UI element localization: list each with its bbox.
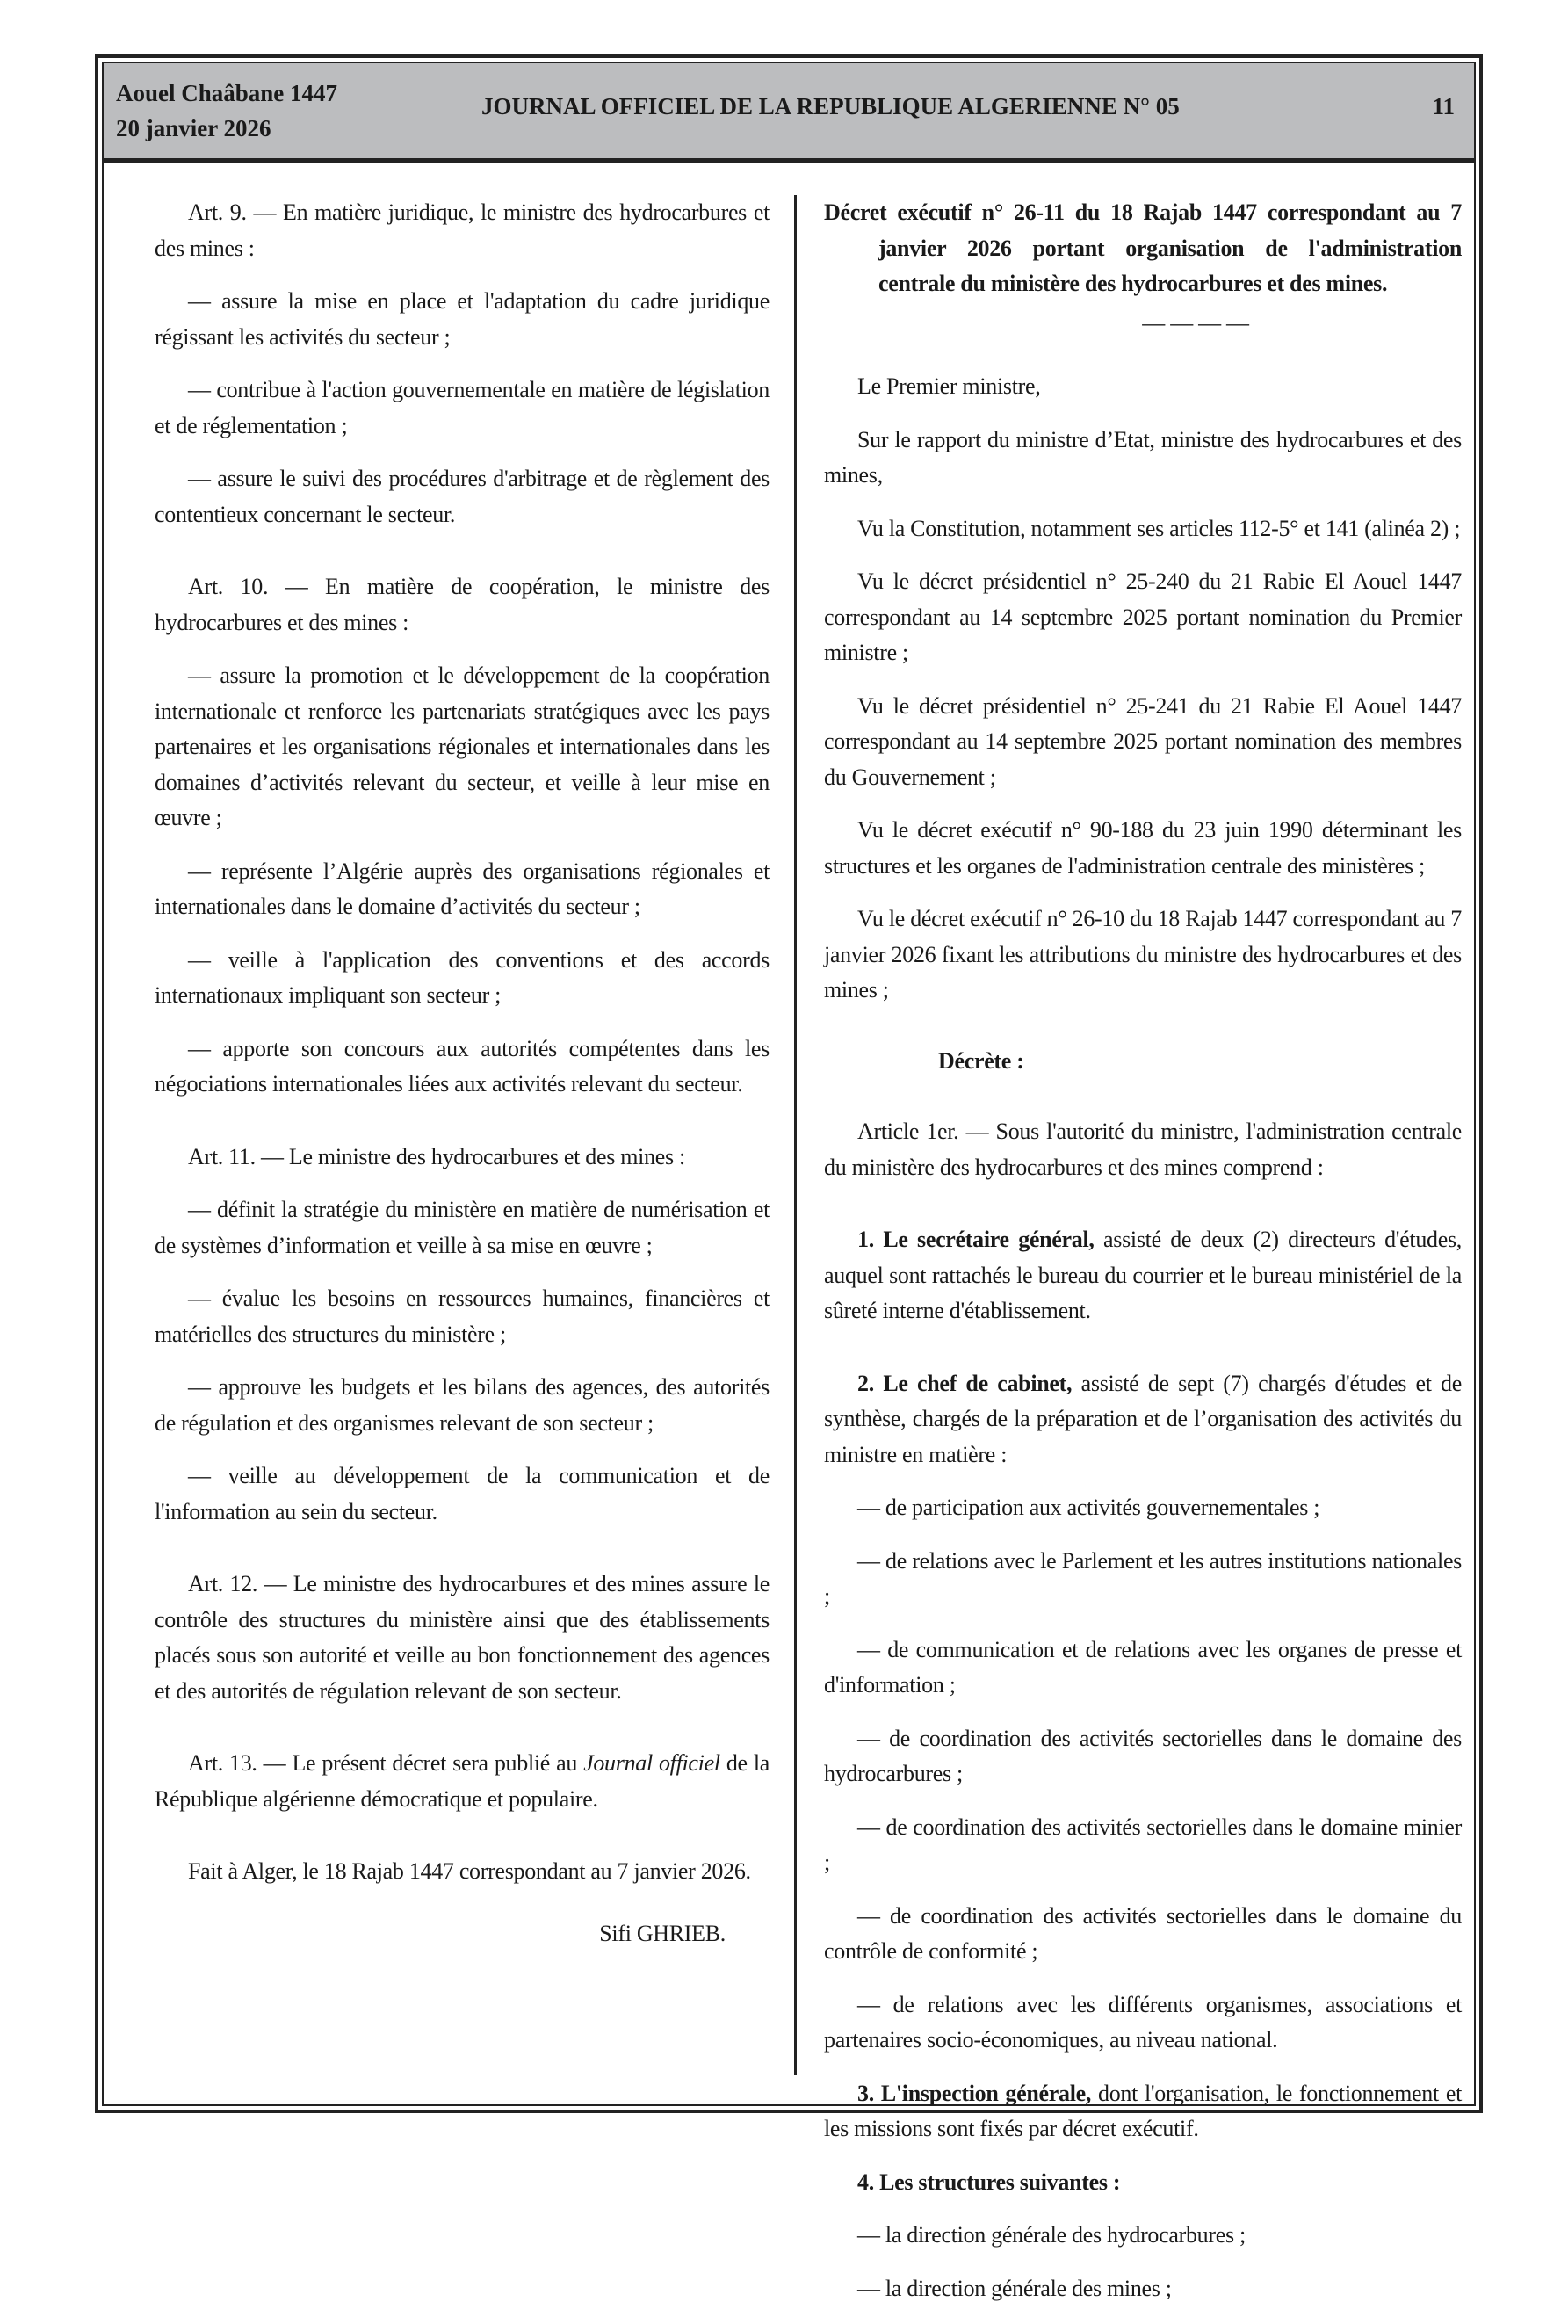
list-item: — de relations avec le Parlement et les autres institutions nationales ;	[824, 1547, 1462, 1609]
list-item: — contribue à l'action gouvernementale en matière de législation et de réglementation ;	[155, 377, 770, 438]
list-item: — apporte son concours aux autorités compétentes dans les négociations internationales liées aux activités relevant du secteur.	[155, 1035, 770, 1097]
list-item: — assure le suivi des procédures d'arbitrage et de règlement des contentieux concernant le secteur.	[155, 466, 770, 527]
article-13	[155, 1746, 770, 1817]
journal-header	[104, 63, 1474, 163]
visa: Vu le décret présidentiel n° 25-241 du 21 Rabie El Aouel 1447 correspondant au 14 septembre 2025 portant nomination des membres du Gouvernement ;	[824, 692, 1462, 790]
decrete-heading: Décrète :	[938, 1047, 1024, 1074]
decree-title-rest: au 7 janvier 2026 portant organisation de l'administration centrale du ministère des hydrocarbures et des mines.	[878, 199, 1462, 296]
item-1-lead: 1. Le secrétaire général,	[857, 1227, 1095, 1252]
signature: Sifi GHRIEB.	[599, 1920, 726, 1946]
item-3-lead: 3. L'inspection générale,	[857, 2080, 1092, 2106]
article-13-text: Art. 13. — Le présent décret sera publié au	[188, 1750, 584, 1776]
page-frame	[95, 54, 1483, 2301]
separator: — — — —	[1142, 309, 1249, 336]
list-item: — de coordination des activités sectorielles dans le domaine du contrôle de conformité ;	[824, 1902, 1462, 1964]
item-3	[824, 2076, 1462, 2147]
list-item: — représente l’Algérie auprès des organisations régionales et internationales dans le domaine d’activités du secteur ;	[155, 858, 770, 919]
list-item: — de coordination des activités sectorielles dans le domaine des hydrocarbures ;	[824, 1725, 1462, 1786]
list-item: — de coordination des activités sectorielles dans le domaine minier ;	[824, 1814, 1462, 1875]
page-inner-border	[102, 62, 1476, 2301]
item-1-text: assisté de deux (2) directeurs d'études, auquel sont rattachés le bureau du courrier et le bureau ministériel de la sûreté interne d'établissement.	[824, 1227, 1462, 1323]
header-dates	[116, 76, 337, 146]
gregorian-date: 20 janvier 2026	[116, 115, 271, 141]
list-item: — de communication et de relations avec les organes de presse et d'information ;	[824, 1636, 1462, 1698]
page-number: 11	[1432, 93, 1455, 119]
article-13-text-end: de la République algérienne démocratique et populaire.	[155, 1750, 770, 1812]
journal-officiel-ref: Journal officiel	[583, 1750, 720, 1776]
list-item: — assure la promotion et le développement de la coopération internationale et renforce les partenariats stratégiques avec les pays partenaires et les organisations régionales et internationales dans les domaines d’activités relevant du secteur, et veille à leur mise en œuvre ;	[155, 662, 770, 830]
list-item: — de participation aux activités gouvernementales ;	[857, 1495, 1320, 1520]
visa: Vu le décret présidentiel n° 25-240 du 21 Rabie El Aouel 1447 correspondant au 14 septembre 2025 portant nomination du Premier ministre ;	[824, 568, 1462, 665]
article-11: Art. 11. — Le ministre des hydrocarbures et des mines :	[188, 1143, 685, 1169]
journal-title: JOURNAL OFFICIEL DE LA REPUBLIQUE ALGERIENNE N° 05	[481, 93, 1180, 119]
item-2-text: assisté de sept (7) chargés d'études et de synthèse, chargés de la préparation et de l’organisation des activités du ministre en matière :	[824, 1370, 1462, 1467]
visa: Vu le décret exécutif n° 26-10 du 18 Rajab 1447 correspondant au 7 janvier 2026 fixant les attributions du ministre des hydrocarbures et des mines ;	[824, 906, 1462, 1003]
visa: Vu le décret exécutif n° 90-188 du 23 juin 1990 déterminant les structures et les organes de l'administration centrale des ministères ;	[824, 817, 1462, 879]
item-1	[824, 1222, 1462, 1329]
list-item: — approuve les budgets et les bilans des agences, des autorités de régulation et des organismes relevant de son secteur ;	[155, 1374, 770, 1436]
fait-a-alger: Fait à Alger, le 18 Rajab 1447 correspondant au 7 janvier 2026.	[188, 1858, 751, 1884]
column-divider	[794, 195, 797, 2075]
article-12: Art. 12. — Le ministre des hydrocarbures et des mines assure le contrôle des structures du ministère ainsi que des établissements placés sous son autorité et veille au bon fonctionnement des agences et des autorités de régulation relevant de son secteur.	[155, 1571, 770, 1704]
left-column	[155, 195, 770, 1969]
right-column	[824, 195, 1462, 2324]
list-item: — évalue les besoins en ressources humaines, financières et matérielles des structures du ministère ;	[155, 1285, 770, 1347]
list-item: — assure la mise en place et l'adaptation du cadre juridique régissant les activités du secteur ;	[155, 288, 770, 350]
visa: Sur le rapport du ministre d’Etat, ministre des hydrocarbures et des mines,	[824, 426, 1462, 488]
item-2-lead: 2. Le chef de cabinet,	[857, 1370, 1073, 1396]
item-4-lead: 4. Les structures suivantes :	[857, 2168, 1121, 2195]
decree-title	[824, 195, 1462, 302]
item-2	[824, 1366, 1462, 1473]
visa: Vu la Constitution, notamment ses articles 112-5° et 141 (alinéa 2) ;	[857, 515, 1461, 541]
list-item: — veille au développement de la communication et de l'information au sein du secteur.	[155, 1463, 770, 1524]
list-item: — veille à l'application des conventions et des accords internationaux impliquant son secteur ;	[155, 946, 770, 1008]
list-item: — de relations avec les différents organismes, associations et partenaires socio-économiques, au niveau national.	[824, 1991, 1462, 2053]
article-1: Article 1er. — Sous l'autorité du ministre, l'administration centrale du ministère des hydrocarbures et des mines comprend :	[824, 1119, 1462, 1180]
premier-ministre: Le Premier ministre,	[857, 373, 1041, 399]
list-item: — définit la stratégie du ministère en matière de numérisation et de systèmes d’information et veille à sa mise en œuvre ;	[155, 1197, 770, 1258]
list-item: — la direction générale des mines ;	[857, 2275, 1172, 2301]
article-9: Art. 9. — En matière juridique, le ministre des hydrocarbures et des mines :	[155, 199, 770, 261]
decree-title-lead: Décret exécutif n° 26-11 du 18 Rajab 1447 correspondant	[824, 199, 1406, 225]
item-3-text: dont l'organisation, le fonctionnement et les missions sont fixés par décret exécutif.	[824, 2080, 1463, 2141]
list-item: — la direction générale des hydrocarbures ;	[857, 2222, 1246, 2248]
article-10: Art. 10. — En matière de coopération, le ministre des hydrocarbures et des mines :	[155, 574, 770, 635]
item-4	[824, 2165, 1462, 2201]
hijri-date: Aouel Chaâbane 1447	[116, 80, 338, 106]
